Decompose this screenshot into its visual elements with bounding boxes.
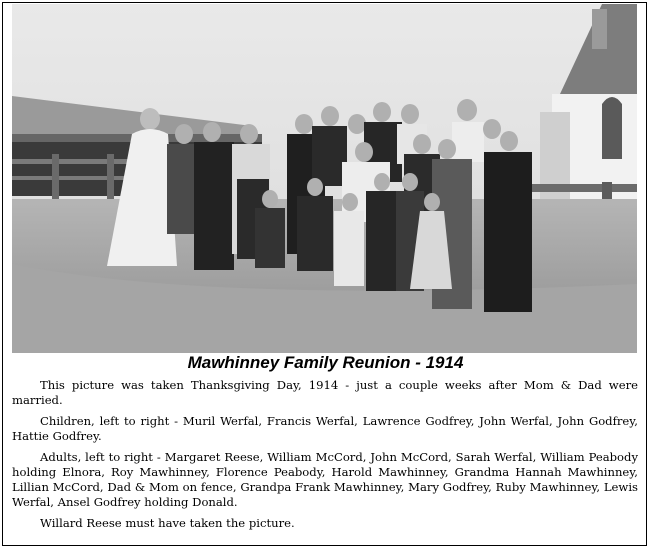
photo-caption: Mawhinney Family Reunion - 1914 (187, 353, 464, 372)
description-text (12, 378, 638, 537)
paragraph-photographer: Willard Reese must have taken the picture. (40, 516, 295, 530)
paragraph-children: Children, left to right - Muril Werfal, Francis Werfal, Lawrence Godfrey, John Werfal, John Godfrey, Hattie Godfrey. (12, 414, 638, 443)
family-photo (12, 4, 637, 353)
paragraph-adults: Adults, left to right - Margaret Reese, William McCord, John McCord, Sarah Werfal, William Peabody holding Elnora, Roy Mawhinney, Florence Peabody, Harold Mawhinney, Grandma Hannah Mawhinney, Lillian McCord, Dad & Mom on fence, Grandpa Frank Mawhinney, Mary Godfrey, Ruby Mawhinney, Lewis Werfal, Ansel Godfrey holding Donald. (12, 450, 638, 509)
paragraph-intro: This picture was taken Thanksgiving Day, 1914 - just a couple weeks after Mom & Dad were married. (12, 378, 638, 407)
